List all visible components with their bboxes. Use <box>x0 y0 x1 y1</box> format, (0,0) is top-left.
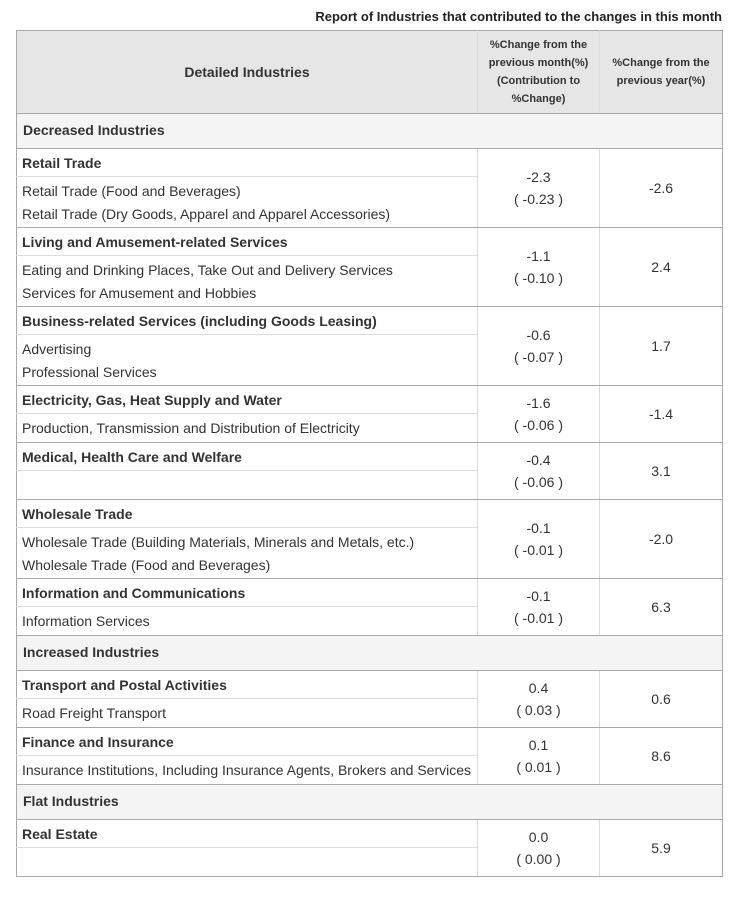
category-row <box>17 307 723 335</box>
header-year-line: %Change from the <box>612 57 710 69</box>
year-change-value: 0.6 <box>600 671 723 728</box>
year-change-value: -1.4 <box>600 386 723 443</box>
month-change-cell <box>478 820 600 877</box>
subcategory-cell <box>17 471 478 500</box>
category-row <box>17 386 723 414</box>
year-change-value: -2.6 <box>600 149 723 228</box>
contribution-value: ( -0.01 ) <box>513 610 563 626</box>
header-detailed-industries: Detailed Industries <box>17 31 478 114</box>
year-change-value: 5.9 <box>600 820 723 877</box>
section-row <box>17 785 723 820</box>
section-row <box>17 636 723 671</box>
header-row <box>17 31 723 114</box>
month-change-cell <box>478 386 600 443</box>
month-change-cell <box>478 728 600 785</box>
category-row <box>17 671 723 699</box>
year-change-value: 6.3 <box>600 579 723 636</box>
subcategory-cell <box>17 177 478 228</box>
header-month-line: previous month(%) <box>488 57 589 69</box>
subcategory-cell <box>17 848 478 877</box>
subcategory-cell <box>17 756 478 785</box>
category-name: Wholesale Trade <box>17 500 478 528</box>
month-change-value: 0.4 <box>528 679 549 696</box>
month-change-value: 0.1 <box>528 736 549 753</box>
category-row <box>17 443 723 471</box>
header-year-change <box>600 31 723 114</box>
year-change-value: 3.1 <box>600 443 723 500</box>
category-row <box>17 579 723 607</box>
header-month-line: %Change) <box>511 93 566 105</box>
header-month-line: (Contribution to <box>496 75 581 87</box>
contribution-value: ( 0.01 ) <box>516 759 561 775</box>
subcategory-cell <box>17 256 478 307</box>
month-change-value: -1.6 <box>526 394 551 411</box>
contribution-value: ( -0.06 ) <box>513 417 563 433</box>
subcategory-name: Advertising <box>22 341 92 357</box>
month-change-cell <box>478 579 600 636</box>
category-row <box>17 500 723 528</box>
contribution-value: ( -0.01 ) <box>513 542 563 558</box>
month-change-cell <box>478 500 600 579</box>
subcategory-cell <box>17 528 478 579</box>
contribution-value: ( 0.00 ) <box>516 851 561 867</box>
section-title: Flat Industries <box>17 785 723 820</box>
subcategory-name: Professional Services <box>22 363 157 380</box>
month-change-cell <box>478 443 600 500</box>
contribution-value: ( -0.06 ) <box>513 474 563 490</box>
industries-table <box>16 30 723 877</box>
year-change-value: 2.4 <box>600 228 723 307</box>
section-title: Decreased Industries <box>17 114 723 149</box>
contribution-value: ( -0.07 ) <box>513 349 563 365</box>
month-change-cell <box>478 228 600 307</box>
section-title: Increased Industries <box>17 636 723 671</box>
month-change-value: -2.3 <box>526 168 551 185</box>
month-change-value: -0.1 <box>526 519 551 536</box>
category-name: Information and Communications <box>17 579 478 607</box>
header-month-line: %Change from the <box>489 39 588 51</box>
subcategory-name: Insurance Institutions, Including Insurance Agents, Brokers and Services <box>22 762 472 778</box>
subcategory-cell <box>17 335 478 386</box>
category-name: Living and Amusement-related Services <box>17 228 478 256</box>
category-name: Retail Trade <box>17 149 478 177</box>
contribution-value: ( 0.03 ) <box>516 702 561 718</box>
year-change-value: -2.0 <box>600 500 723 579</box>
subcategory-cell <box>17 414 478 443</box>
contribution-value: ( -0.10 ) <box>513 270 563 286</box>
month-change-value: -0.1 <box>526 587 551 604</box>
subcategory-name: Retail Trade (Food and Beverages) <box>22 183 241 199</box>
header-year-line: previous year(%) <box>616 75 706 87</box>
subcategory-cell <box>17 607 478 636</box>
category-name: Finance and Insurance <box>17 728 478 756</box>
month-change-value: -0.6 <box>526 326 551 343</box>
subcategory-name: Information Services <box>22 613 150 629</box>
report-caption: Report of Industries that contributed to the changes in this month <box>315 9 722 24</box>
section-row <box>17 114 723 149</box>
subcategory-name: Wholesale Trade (Building Materials, Minerals and Metals, etc.) <box>22 534 415 550</box>
year-change-value: 8.6 <box>600 728 723 785</box>
category-row <box>17 149 723 177</box>
subcategory-name: Production, Transmission and Distribution of Electricity <box>22 420 360 436</box>
subcategory-name: Services for Amusement and Hobbies <box>22 284 257 301</box>
month-change-value: -0.4 <box>526 451 551 468</box>
subcategory-name: Eating and Drinking Places, Take Out and Delivery Services <box>22 262 393 278</box>
month-change-value: -1.1 <box>526 247 551 264</box>
month-change-cell <box>478 307 600 386</box>
header-month-change <box>478 31 600 114</box>
category-row <box>17 820 723 848</box>
category-name: Transport and Postal Activities <box>17 671 478 699</box>
year-change-value: 1.7 <box>600 307 723 386</box>
category-name: Electricity, Gas, Heat Supply and Water <box>17 386 478 414</box>
subcategory-name: Road Freight Transport <box>22 705 166 721</box>
category-row <box>17 228 723 256</box>
category-row <box>17 728 723 756</box>
category-name: Business-related Services (including Goods Leasing) <box>17 307 478 335</box>
subcategory-cell <box>17 699 478 728</box>
month-change-cell <box>478 671 600 728</box>
table-body <box>17 114 723 877</box>
month-change-value: 0.0 <box>528 828 549 845</box>
month-change-cell <box>478 149 600 228</box>
subcategory-name: Retail Trade (Dry Goods, Apparel and Apparel Accessories) <box>22 205 391 222</box>
contribution-value: ( -0.23 ) <box>513 191 563 207</box>
category-name: Medical, Health Care and Welfare <box>17 443 478 471</box>
subcategory-name: Wholesale Trade (Food and Beverages) <box>22 556 271 573</box>
category-name: Real Estate <box>17 820 478 848</box>
